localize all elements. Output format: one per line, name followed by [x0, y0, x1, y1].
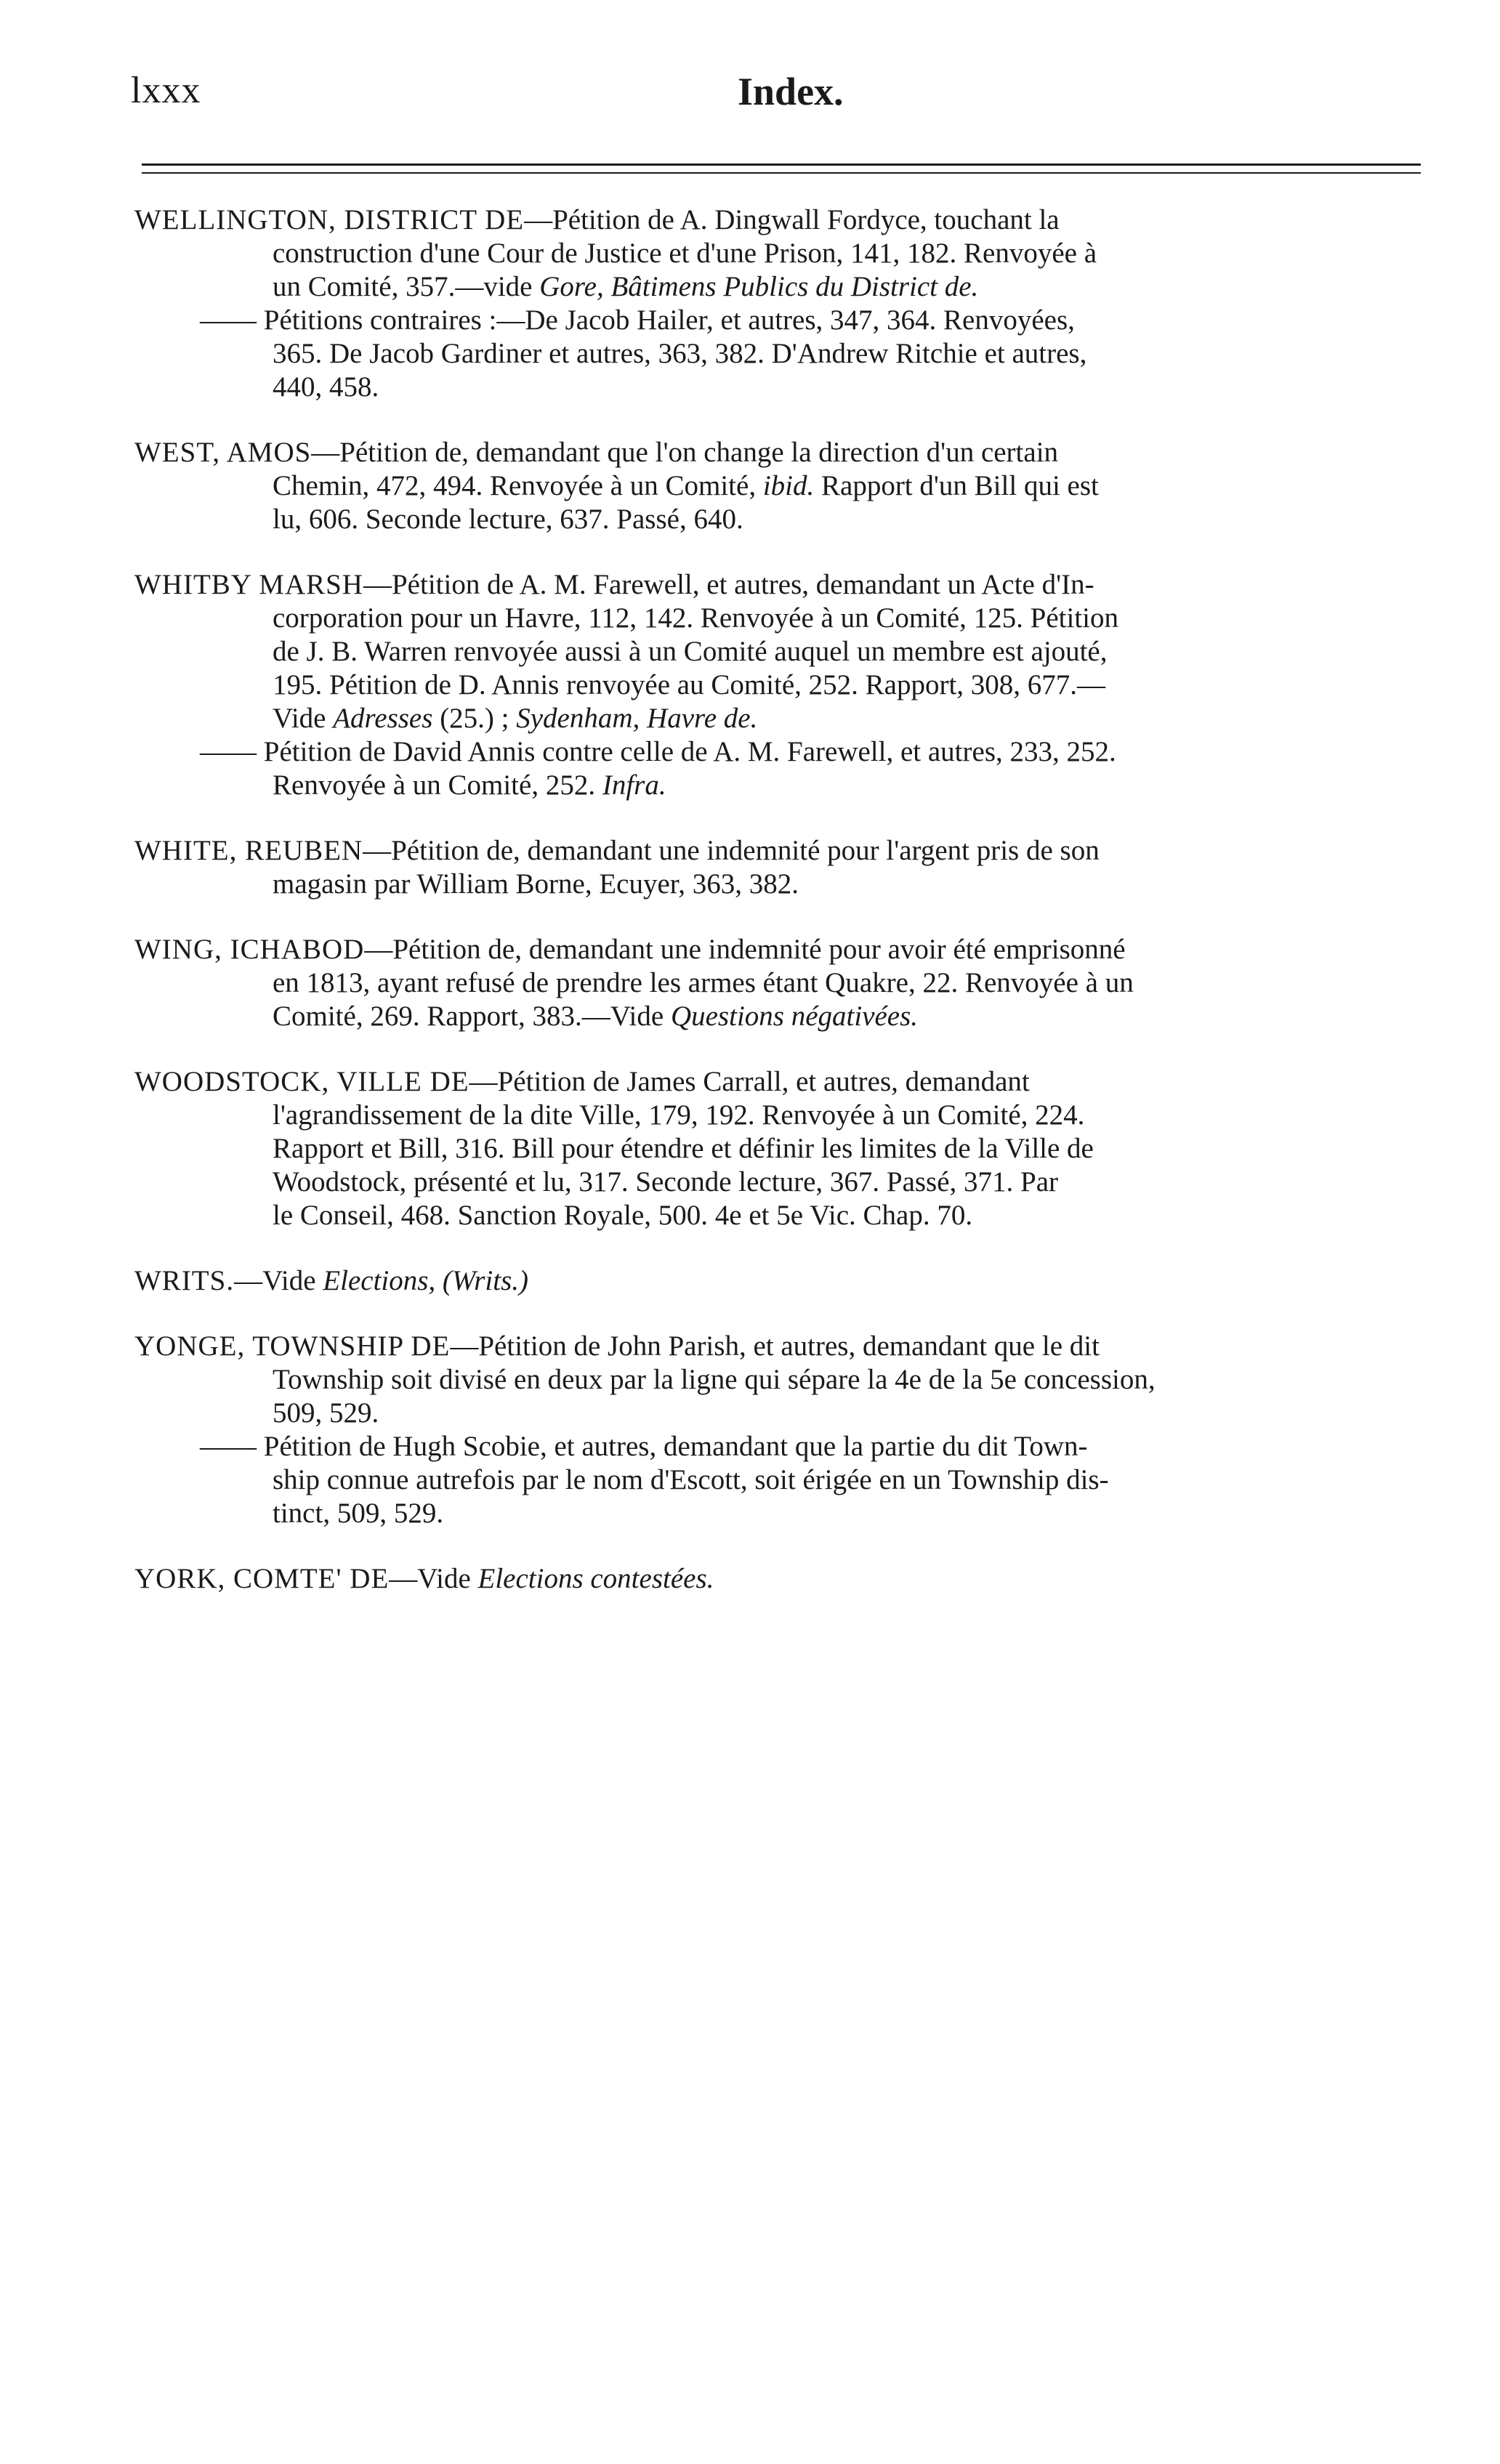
entry-heading: WEST, AMOS	[134, 437, 312, 468]
running-title: Index.	[738, 70, 844, 113]
entry-text: —Vide	[234, 1265, 323, 1296]
entry-line	[120, 203, 1421, 237]
entry-line: lu, 606. Seconde lecture, 637. Passé, 640.	[273, 504, 743, 535]
entry-line: magasin par William Borne, Ecuyer, 363, 382.	[273, 868, 799, 900]
entry-line	[120, 1330, 1421, 1363]
entry-line	[120, 769, 1421, 802]
entry-line: ship connue autrefois par le nom d'Escott, soit érigée en un Township dis-	[273, 1464, 1109, 1495]
entry-heading: WOODSTOCK, VILLE DE	[134, 1066, 469, 1097]
entry-text: —Vide	[389, 1563, 478, 1594]
entry-line: Rapport et Bill, 316. Bill pour étendre et définir les limites de la Ville de	[273, 1133, 1094, 1164]
cross-reference: Questions négativées.	[670, 1001, 919, 1032]
entry-line: corporation pour un Havre, 112, 142. Renvoyée à un Comité, 125. Pétition	[273, 602, 1119, 634]
page-header	[131, 69, 1417, 120]
entry-heading: YONGE, TOWNSHIP DE	[134, 1330, 451, 1362]
cross-reference: Elections, (Writs.)	[323, 1265, 529, 1296]
entry-line	[120, 834, 1421, 868]
entry-text: un Comité, 357.—vide	[273, 271, 540, 302]
entry-line	[120, 1264, 1421, 1298]
index-entry-writs	[120, 1264, 1421, 1298]
cross-reference: Gore, Bâtimens Publics du District de.	[539, 271, 979, 302]
entry-line: l'agrandissement de la dite Ville, 179, 192. Renvoyée à un Comité, 224.	[273, 1099, 1085, 1131]
entry-line	[120, 1562, 1421, 1596]
entry-line: 440, 458.	[273, 371, 379, 403]
cross-reference: Sydenham, Havre de.	[516, 703, 758, 734]
entry-line	[120, 933, 1421, 966]
entry-text: Comité, 269. Rapport, 383.—Vide	[273, 1001, 671, 1032]
entry-line: Township soit divisé en deux par la ligne qui sépare la 4e de la 5e concession,	[273, 1364, 1156, 1395]
index-entries	[120, 203, 1421, 1628]
entry-text: —Pétition de, demandant une indemnité pour l'argent pris de son	[363, 835, 1100, 866]
cross-reference: ibid.	[762, 470, 815, 501]
index-entry-west	[120, 436, 1421, 536]
entry-line: 365. De Jacob Gardiner et autres, 363, 382. D'Andrew Ritchie et autres,	[273, 338, 1087, 369]
entry-text: Vide	[273, 703, 334, 734]
entry-heading: WELLINGTON, DISTRICT DE	[134, 204, 525, 235]
index-entry-white	[120, 834, 1421, 901]
entry-text: —Pétition de John Parish, et autres, demandant que le dit	[450, 1330, 1100, 1362]
cross-reference: Elections contestées.	[477, 1563, 714, 1594]
entry-line	[120, 1000, 1421, 1033]
index-entry-yonge	[120, 1330, 1421, 1530]
sub-entry-line: —— Pétition de Hugh Scobie, et autres, demandant que la partie du dit Town-	[200, 1431, 1088, 1462]
entry-line: 195. Pétition de D. Annis renvoyée au Comité, 252. Rapport, 308, 677.—	[273, 669, 1106, 700]
entry-text: —Pétition de, demandant une indemnité pour avoir été emprisonné	[364, 934, 1126, 965]
entry-line: tinct, 509, 529.	[273, 1498, 444, 1529]
entry-line: en 1813, ayant refusé de prendre les armes étant Quakre, 22. Renvoyée à un	[273, 967, 1134, 998]
entry-line: construction d'une Cour de Justice et d'une Prison, 141, 182. Renvoyée à	[273, 238, 1097, 269]
header-rule-bottom	[142, 172, 1421, 174]
entry-text: —Pétition de A. M. Farewell, et autres, demandant un Acte d'In-	[363, 569, 1094, 600]
entry-text: —Pétition de, demandant que l'on change la direction d'un certain	[311, 437, 1059, 468]
entry-heading: YORK, COMTE' DE	[134, 1563, 390, 1594]
sub-entry-line: —— Pétitions contraires :—De Jacob Hailer, et autres, 347, 364. Renvoyées,	[200, 304, 1075, 336]
entry-line: 509, 529.	[273, 1397, 379, 1429]
entry-heading: WHITE, REUBEN	[134, 835, 363, 866]
entry-heading: WRITS.	[134, 1265, 235, 1296]
sub-entry-line: —— Pétition de David Annis contre celle de A. M. Farewell, et autres, 233, 252.	[200, 736, 1116, 767]
entry-line	[120, 1065, 1421, 1099]
entry-text: —Pétition de James Carrall, et autres, demandant	[469, 1066, 1030, 1097]
index-entry-wellington	[120, 203, 1421, 404]
page-number: lxxx	[131, 70, 201, 111]
entry-line	[120, 702, 1421, 735]
cross-reference: Adresses	[333, 703, 433, 734]
entry-heading: WING, ICHABOD	[134, 934, 365, 965]
entry-line	[120, 469, 1421, 503]
entry-line: le Conseil, 468. Sanction Royale, 500. 4e et 5e Vic. Chap. 70.	[273, 1200, 973, 1231]
entry-line	[120, 568, 1421, 602]
entry-text: Chemin, 472, 494. Renvoyée à un Comité,	[273, 470, 763, 501]
cross-reference: Infra.	[602, 770, 666, 801]
index-entry-whitby	[120, 568, 1421, 802]
entry-line	[120, 436, 1421, 469]
index-entry-woodstock	[120, 1065, 1421, 1232]
entry-line: de J. B. Warren renvoyée aussi à un Comité auquel un membre est ajouté,	[273, 636, 1108, 667]
entry-heading: WHITBY MARSH	[134, 569, 363, 600]
entry-text: —Pétition de A. Dingwall Fordyce, touchant la	[524, 204, 1060, 235]
entry-line: Woodstock, présenté et lu, 317. Seconde lecture, 367. Passé, 371. Par	[273, 1166, 1059, 1197]
entry-text: (25.) ;	[432, 703, 517, 734]
index-entry-york	[120, 1562, 1421, 1596]
index-entry-wing	[120, 933, 1421, 1033]
entry-text: Renvoyée à un Comité, 252.	[273, 770, 602, 801]
header-rule-top	[142, 163, 1421, 166]
entry-text: Rapport d'un Bill qui est	[814, 470, 1099, 501]
entry-line	[120, 270, 1421, 304]
